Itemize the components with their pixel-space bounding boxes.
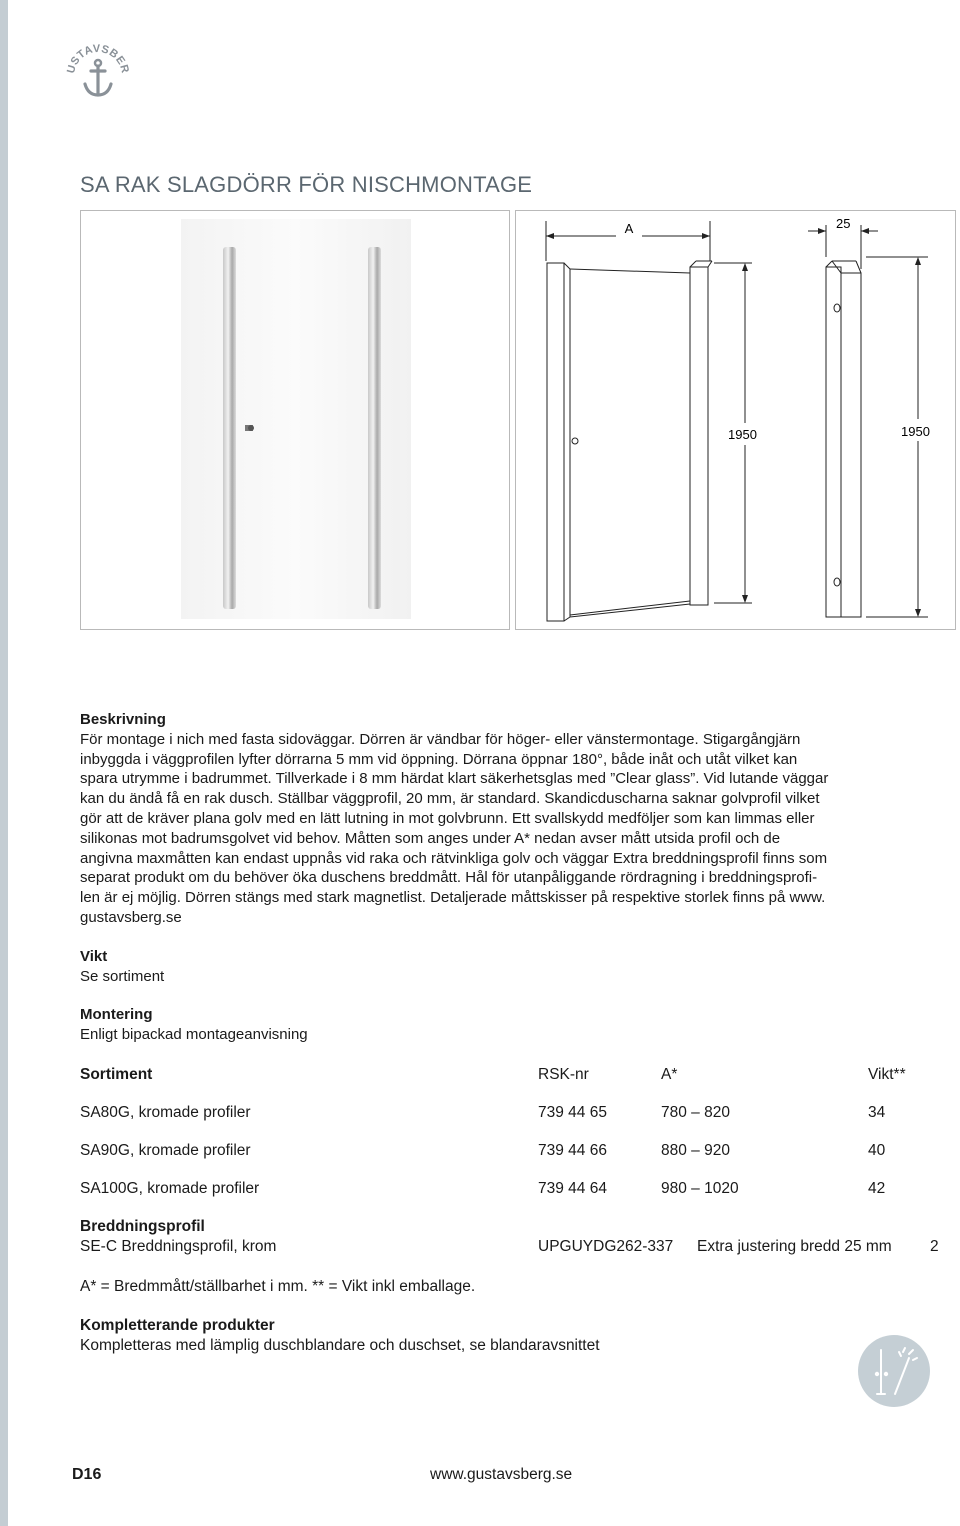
description-line: inbyggda i väggprofilen lyfter dörrarna 5 mm vid öppning. Dörrana öppnar 180°, både inåt och utåt vilket kan bbox=[80, 750, 798, 768]
complementary-heading: Kompletterande produkter bbox=[80, 1317, 275, 1334]
weight-value: 42 bbox=[868, 1180, 886, 1197]
dimension-profile-height-label: 1950 bbox=[901, 424, 930, 439]
shower-icon bbox=[857, 1334, 931, 1408]
description-line: separat produkt om du behöver öka duschens breddmått. Hål för utanpåliggande rördragning i breddningsprofi- bbox=[80, 869, 818, 887]
table-row bbox=[80, 1104, 940, 1123]
a-range: 780 – 820 bbox=[661, 1104, 730, 1121]
description-line: spara utrymme i badrummet. Tillverkade i 8 mm härdat klart säkerhetsglas med ”Clear glass”. Vid lutande väggar bbox=[80, 770, 829, 788]
product-name: SA80G, kromade profiler bbox=[80, 1104, 251, 1121]
description-line: gustavsberg.se bbox=[80, 908, 182, 926]
widening-weight: 2 bbox=[930, 1238, 939, 1255]
rsk-number: 739 44 66 bbox=[538, 1142, 607, 1159]
weight-value: 34 bbox=[868, 1104, 886, 1121]
description-heading: Beskrivning bbox=[80, 711, 166, 728]
a-range: 880 – 920 bbox=[661, 1142, 730, 1159]
description-line: silikonas mot badrumsgolvet vid behov. Måtten som anges under A* nedan avser mått utsida profil och de bbox=[80, 829, 781, 847]
table-row bbox=[80, 1142, 940, 1161]
complementary-text: Kompletteras med lämplig duschblandare och duschset, se blandaravsnittet bbox=[80, 1337, 600, 1354]
table-row bbox=[80, 1180, 940, 1199]
mounting-text: Enligt bipackad montageanvisning bbox=[80, 1025, 308, 1043]
description-section bbox=[80, 710, 950, 928]
description-line: angivna maxmåtten kan endast uppnås vid raka och rätvinkliga golv och väggar Extra breddningsprofil finns som bbox=[80, 849, 828, 867]
side-color-bar bbox=[0, 0, 8, 1526]
product-name: SA100G, kromade profiler bbox=[80, 1180, 260, 1197]
column-header-a: A* bbox=[661, 1066, 678, 1083]
complementary-section bbox=[80, 1316, 600, 1356]
product-photo bbox=[80, 210, 510, 630]
weight-text: Se sortiment bbox=[80, 967, 165, 985]
page-number: D16 bbox=[72, 1466, 102, 1483]
weight-value: 40 bbox=[868, 1142, 886, 1159]
weight-heading: Vikt bbox=[80, 948, 108, 965]
a-range: 980 – 1020 bbox=[661, 1180, 739, 1197]
product-name: SA90G, kromade profiler bbox=[80, 1142, 251, 1159]
technical-drawing bbox=[515, 210, 956, 630]
assortment-table bbox=[80, 1066, 940, 1199]
description-line: kan du ändå få en rak dusch. Ställbar väggprofil, 20 mm, är standard. Skandicduscharna saknar golvprofil vilket bbox=[80, 790, 820, 808]
gustavsberg-logo bbox=[66, 42, 130, 102]
widening-heading: Breddningsprofil bbox=[80, 1218, 205, 1235]
column-header-weight: Vikt** bbox=[868, 1066, 906, 1083]
svg-text:GUSTAVSBERG: USTAVSBER bbox=[66, 42, 130, 75]
mounting-heading: Montering bbox=[80, 1006, 153, 1023]
widening-name: SE-C Breddningsprofil, krom bbox=[80, 1238, 277, 1255]
rsk-number: 739 44 64 bbox=[538, 1180, 607, 1197]
footnote: A* = Bredmmått/ställbarhet i mm. ** = Vikt inkl emballage. bbox=[80, 1278, 476, 1295]
widening-row bbox=[80, 1238, 950, 1258]
column-header-rsk: RSK-nr bbox=[538, 1066, 589, 1083]
mounting-section bbox=[80, 1005, 950, 1045]
description-line: len är ej möjlig. Dörren stängs med stark magnetlist. Detaljerade måttskisser på respektive storlek finns på www. bbox=[80, 889, 826, 907]
dimension-door-height-label: 1950 bbox=[728, 427, 757, 442]
dimension-depth-label: 25 bbox=[836, 216, 851, 231]
dimension-a-label: A bbox=[624, 221, 634, 236]
assortment-header-row bbox=[80, 1066, 940, 1085]
weight-section bbox=[80, 947, 950, 987]
widening-profile-section bbox=[80, 1218, 950, 1258]
rsk-number: 739 44 65 bbox=[538, 1104, 607, 1121]
footer-url[interactable]: www.gustavsberg.se bbox=[430, 1466, 573, 1483]
column-header-sortiment: Sortiment bbox=[80, 1066, 153, 1083]
description-line: gör att de kräver plana golv med en lätt lutning in mot golvbrunn. Ett svallskydd medföljer som kan limmas eller bbox=[80, 809, 815, 827]
page-title: SA RAK SLAGDÖRR FÖR NISCHMONTAGE bbox=[80, 172, 533, 197]
description-line: För montage i nich med fasta sidoväggar. Dörren är vändbar för höger- eller vänstermontage. Stigargångjärn bbox=[80, 730, 801, 748]
widening-code: UPGUYDG262-337 bbox=[538, 1238, 674, 1255]
widening-note: Extra justering bredd 25 mm bbox=[697, 1238, 892, 1255]
